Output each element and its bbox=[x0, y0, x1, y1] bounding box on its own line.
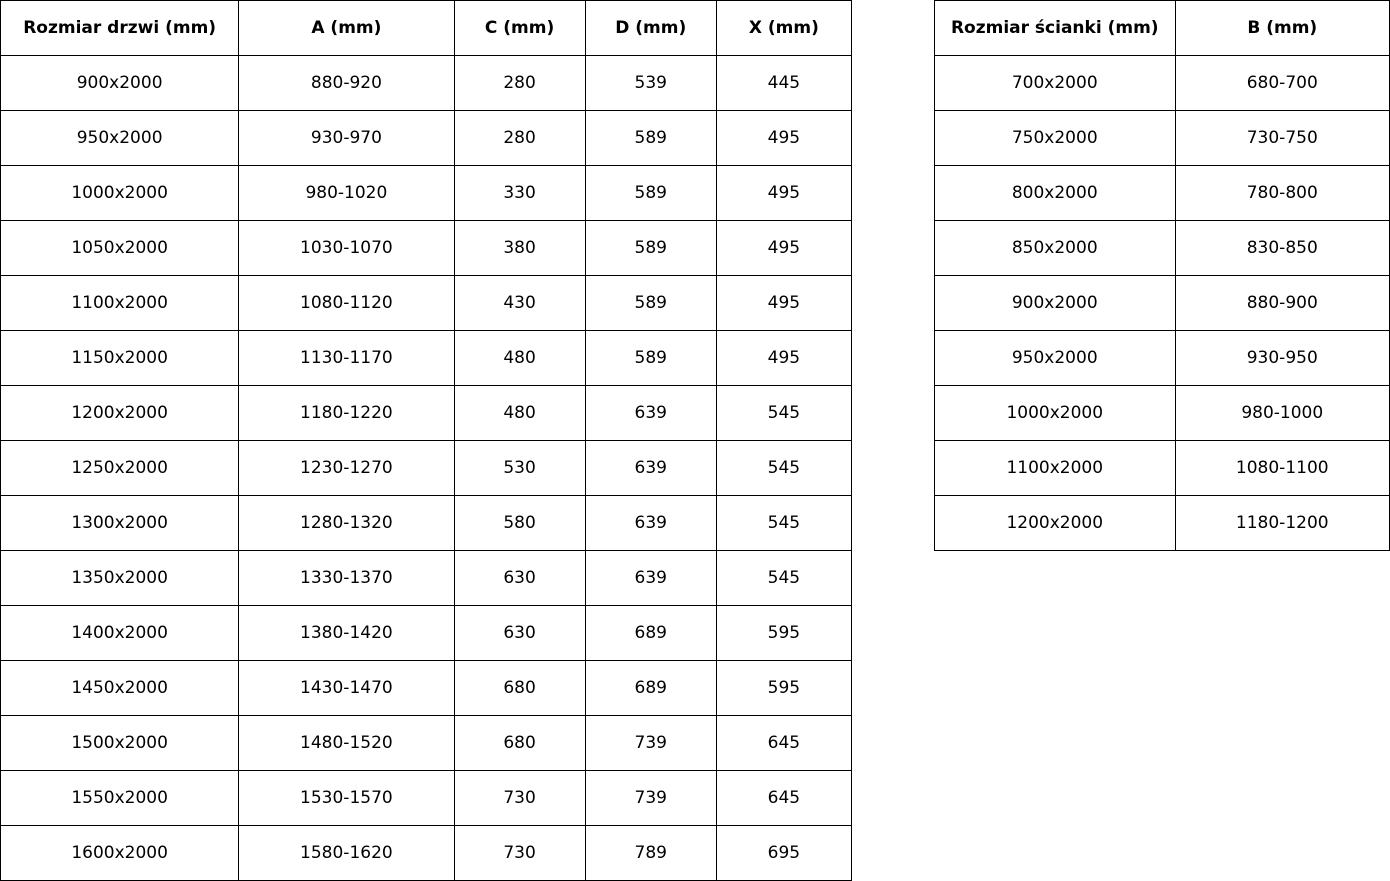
cell-door-size: 1300x2000 bbox=[1, 496, 239, 551]
wall-size-table bbox=[934, 0, 1390, 551]
cell-x: 695 bbox=[716, 826, 851, 881]
cell-c: 730 bbox=[454, 826, 585, 881]
table-row bbox=[1, 716, 852, 771]
table-row bbox=[935, 276, 1390, 331]
cell-a: 1530-1570 bbox=[239, 771, 454, 826]
cell-door-size: 1250x2000 bbox=[1, 441, 239, 496]
cell-x: 495 bbox=[716, 221, 851, 276]
cell-door-size: 900x2000 bbox=[1, 56, 239, 111]
cell-a: 1330-1370 bbox=[239, 551, 454, 606]
cell-x: 645 bbox=[716, 771, 851, 826]
table-row bbox=[1, 331, 852, 386]
cell-c: 480 bbox=[454, 386, 585, 441]
cell-b: 980-1000 bbox=[1175, 386, 1389, 441]
table-row bbox=[935, 496, 1390, 551]
cell-a: 930-970 bbox=[239, 111, 454, 166]
cell-door-size: 1600x2000 bbox=[1, 826, 239, 881]
cell-a: 1380-1420 bbox=[239, 606, 454, 661]
cell-c: 630 bbox=[454, 551, 585, 606]
cell-wall-size: 800x2000 bbox=[935, 166, 1176, 221]
cell-door-size: 1550x2000 bbox=[1, 771, 239, 826]
cell-a: 1580-1620 bbox=[239, 826, 454, 881]
cell-door-size: 1450x2000 bbox=[1, 661, 239, 716]
table-row bbox=[935, 111, 1390, 166]
wall-size-table-body bbox=[935, 56, 1390, 551]
table-row bbox=[1, 111, 852, 166]
cell-d: 589 bbox=[585, 331, 716, 386]
cell-c: 430 bbox=[454, 276, 585, 331]
cell-a: 1430-1470 bbox=[239, 661, 454, 716]
table-row bbox=[1, 386, 852, 441]
cell-door-size: 1350x2000 bbox=[1, 551, 239, 606]
table-row bbox=[935, 166, 1390, 221]
cell-d: 739 bbox=[585, 771, 716, 826]
table-header-row bbox=[1, 1, 852, 56]
table-row bbox=[1, 551, 852, 606]
cell-door-size: 1000x2000 bbox=[1, 166, 239, 221]
cell-wall-size: 850x2000 bbox=[935, 221, 1176, 276]
table-row bbox=[1, 771, 852, 826]
cell-d: 539 bbox=[585, 56, 716, 111]
table-row bbox=[1, 441, 852, 496]
cell-wall-size: 1200x2000 bbox=[935, 496, 1176, 551]
cell-wall-size: 750x2000 bbox=[935, 111, 1176, 166]
cell-door-size: 950x2000 bbox=[1, 111, 239, 166]
cell-door-size: 1500x2000 bbox=[1, 716, 239, 771]
cell-x: 445 bbox=[716, 56, 851, 111]
table-row bbox=[1, 166, 852, 221]
cell-b: 680-700 bbox=[1175, 56, 1389, 111]
cell-door-size: 1400x2000 bbox=[1, 606, 239, 661]
cell-x: 495 bbox=[716, 331, 851, 386]
cell-door-size: 1050x2000 bbox=[1, 221, 239, 276]
cell-door-size: 1100x2000 bbox=[1, 276, 239, 331]
cell-b: 880-900 bbox=[1175, 276, 1389, 331]
cell-x: 595 bbox=[716, 606, 851, 661]
cell-x: 545 bbox=[716, 551, 851, 606]
cell-a: 980-1020 bbox=[239, 166, 454, 221]
cell-c: 280 bbox=[454, 56, 585, 111]
table-row bbox=[1, 56, 852, 111]
cell-c: 480 bbox=[454, 331, 585, 386]
cell-d: 589 bbox=[585, 166, 716, 221]
table-row bbox=[1, 276, 852, 331]
cell-c: 330 bbox=[454, 166, 585, 221]
cell-c: 580 bbox=[454, 496, 585, 551]
table-header-row bbox=[935, 1, 1390, 56]
table-row bbox=[935, 56, 1390, 111]
cell-x: 595 bbox=[716, 661, 851, 716]
cell-wall-size: 950x2000 bbox=[935, 331, 1176, 386]
cell-a: 880-920 bbox=[239, 56, 454, 111]
cell-d: 639 bbox=[585, 386, 716, 441]
column-header-a: A (mm) bbox=[239, 1, 454, 56]
column-header-x: X (mm) bbox=[716, 1, 851, 56]
table-row bbox=[1, 606, 852, 661]
cell-a: 1080-1120 bbox=[239, 276, 454, 331]
cell-d: 639 bbox=[585, 441, 716, 496]
cell-c: 680 bbox=[454, 716, 585, 771]
cell-b: 930-950 bbox=[1175, 331, 1389, 386]
table-row bbox=[1, 826, 852, 881]
column-header-door-size: Rozmiar drzwi (mm) bbox=[1, 1, 239, 56]
cell-d: 789 bbox=[585, 826, 716, 881]
cell-a: 1130-1170 bbox=[239, 331, 454, 386]
cell-x: 495 bbox=[716, 111, 851, 166]
column-header-b: B (mm) bbox=[1175, 1, 1389, 56]
cell-d: 589 bbox=[585, 111, 716, 166]
cell-b: 730-750 bbox=[1175, 111, 1389, 166]
cell-wall-size: 900x2000 bbox=[935, 276, 1176, 331]
cell-wall-size: 1000x2000 bbox=[935, 386, 1176, 441]
cell-d: 589 bbox=[585, 221, 716, 276]
cell-b: 830-850 bbox=[1175, 221, 1389, 276]
column-header-wall-size: Rozmiar ścianki (mm) bbox=[935, 1, 1176, 56]
cell-d: 639 bbox=[585, 496, 716, 551]
cell-d: 689 bbox=[585, 661, 716, 716]
cell-wall-size: 1100x2000 bbox=[935, 441, 1176, 496]
cell-a: 1180-1220 bbox=[239, 386, 454, 441]
cell-d: 589 bbox=[585, 276, 716, 331]
cell-d: 639 bbox=[585, 551, 716, 606]
table-row bbox=[1, 496, 852, 551]
cell-c: 730 bbox=[454, 771, 585, 826]
cell-x: 545 bbox=[716, 441, 851, 496]
cell-x: 495 bbox=[716, 276, 851, 331]
table-row bbox=[1, 221, 852, 276]
cell-b: 780-800 bbox=[1175, 166, 1389, 221]
cell-wall-size: 700x2000 bbox=[935, 56, 1176, 111]
table-row bbox=[935, 331, 1390, 386]
cell-a: 1480-1520 bbox=[239, 716, 454, 771]
table-row bbox=[935, 386, 1390, 441]
cell-c: 280 bbox=[454, 111, 585, 166]
column-header-d: D (mm) bbox=[585, 1, 716, 56]
cell-d: 689 bbox=[585, 606, 716, 661]
cell-x: 645 bbox=[716, 716, 851, 771]
cell-a: 1030-1070 bbox=[239, 221, 454, 276]
cell-b: 1180-1200 bbox=[1175, 496, 1389, 551]
cell-x: 495 bbox=[716, 166, 851, 221]
cell-c: 380 bbox=[454, 221, 585, 276]
cell-a: 1280-1320 bbox=[239, 496, 454, 551]
cell-d: 739 bbox=[585, 716, 716, 771]
cell-b: 1080-1100 bbox=[1175, 441, 1389, 496]
cell-door-size: 1150x2000 bbox=[1, 331, 239, 386]
column-header-c: C (mm) bbox=[454, 1, 585, 56]
cell-x: 545 bbox=[716, 496, 851, 551]
cell-c: 680 bbox=[454, 661, 585, 716]
cell-c: 530 bbox=[454, 441, 585, 496]
cell-x: 545 bbox=[716, 386, 851, 441]
cell-door-size: 1200x2000 bbox=[1, 386, 239, 441]
door-size-table-body bbox=[1, 56, 852, 881]
table-row bbox=[935, 221, 1390, 276]
table-row bbox=[1, 661, 852, 716]
cell-a: 1230-1270 bbox=[239, 441, 454, 496]
table-row bbox=[935, 441, 1390, 496]
cell-c: 630 bbox=[454, 606, 585, 661]
